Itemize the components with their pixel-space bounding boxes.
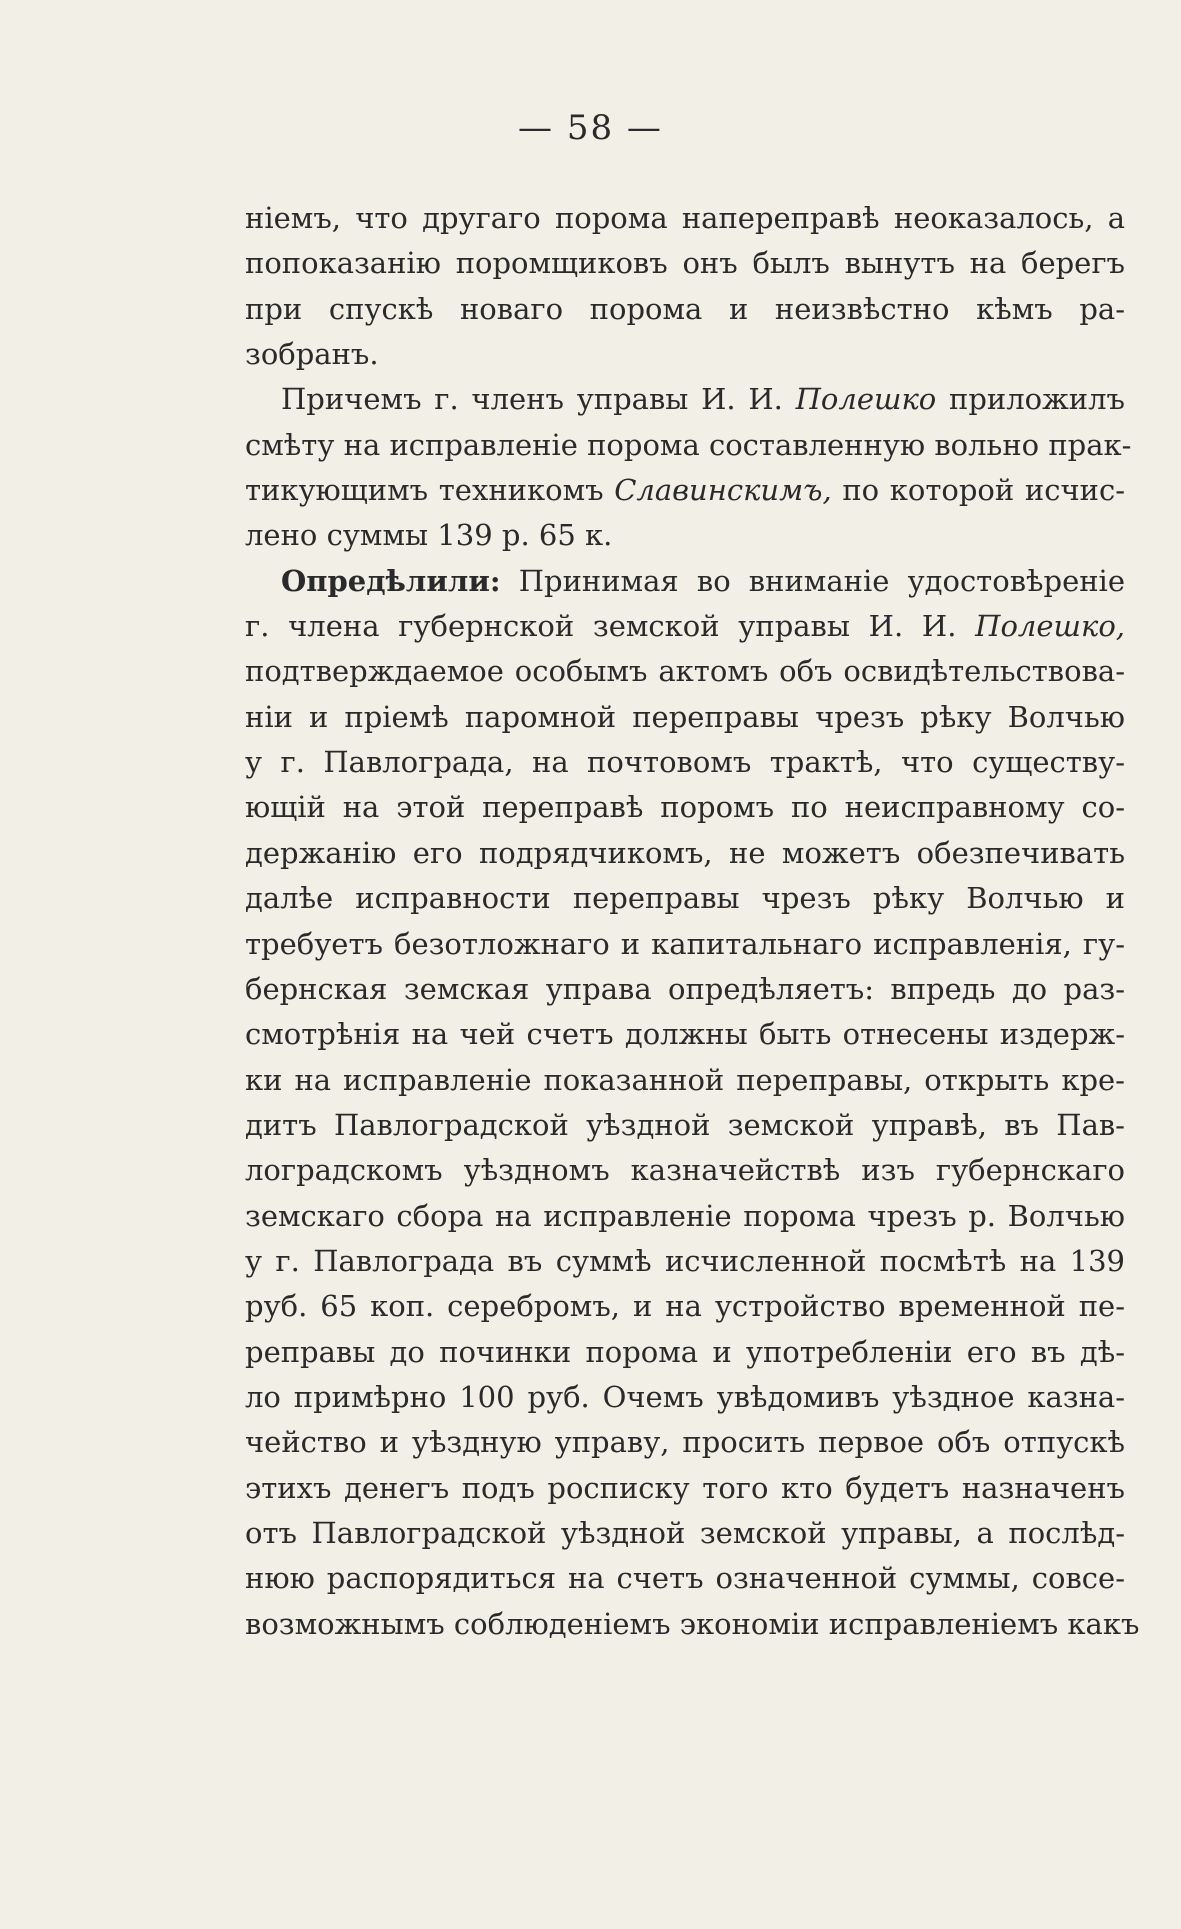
- text-line: [245, 1012, 1125, 1057]
- paragraph: [245, 377, 1132, 558]
- text-line: [245, 1556, 1125, 1601]
- text-line: [245, 1330, 1125, 1375]
- text-segment: далѣе исправности переправы чрезъ рѣку Волчью и: [245, 881, 1125, 916]
- text-segment: у г. Павлограда въ суммѣ исчисленной посмѣтѣ на 139: [245, 1243, 1125, 1278]
- text-line: [245, 922, 1125, 967]
- text-segment: Принимая во вниманіе удостовѣреніе: [500, 563, 1125, 598]
- text-segment: требуетъ безотложнаго и капитальнаго исправленія, гу-: [245, 926, 1125, 961]
- paragraph: [245, 196, 1125, 377]
- text-line: [245, 332, 1125, 377]
- italic-name: Полешко: [795, 382, 937, 417]
- text-line: [245, 377, 1125, 422]
- text-line: [245, 1420, 1125, 1465]
- text-line: [245, 695, 1125, 740]
- text-segment: лоградскомъ уѣздномъ казначействѣ изъ губернскаго: [245, 1153, 1125, 1188]
- text-segment: чейство и уѣздную управу, просить первое объ отпускѣ: [245, 1425, 1125, 1460]
- text-segment: приложилъ: [936, 382, 1125, 417]
- text-segment: реправы до починки порома и употребленіи его въ дѣ-: [245, 1334, 1125, 1369]
- text-segment: смотрѣнія на чей счетъ должны быть отнесены издерж-: [245, 1017, 1125, 1052]
- text-line: [245, 559, 1125, 604]
- text-line: [245, 241, 1125, 286]
- text-line: [245, 740, 1125, 785]
- text-line: [245, 967, 1125, 1012]
- text-segment: по которой исчис-: [831, 473, 1125, 508]
- text-segment: смѣту на исправленіе порома составленную вольно прак-: [245, 427, 1132, 462]
- text-segment: ло примѣрно 100 руб. Очемъ увѣдомивъ уѣздное казна-: [245, 1379, 1125, 1414]
- text-segment: Причемъ г. членъ управы И. И.: [281, 382, 796, 417]
- text-line: [245, 196, 1125, 241]
- text-line: [245, 1148, 1125, 1193]
- text-segment: лено суммы 139 р. 65 к.: [245, 518, 613, 553]
- text-segment: отъ Павлоградской уѣздной земской управы, а послѣд-: [245, 1515, 1125, 1550]
- text-line: [245, 876, 1125, 921]
- text-segment: г. члена губернской земской управы И. И.: [245, 609, 976, 644]
- text-line: [245, 1058, 1125, 1103]
- text-segment: подтверждаемое особымъ актомъ объ освидѣтельствова-: [245, 654, 1125, 689]
- text-line: [245, 785, 1125, 830]
- text-segment: бернская земская управа опредѣляетъ: впредь до раз-: [245, 971, 1125, 1006]
- page-number: — 58 —: [518, 108, 663, 148]
- text-segment: нюю распорядиться на счетъ означенной суммы, совсе-: [245, 1561, 1125, 1596]
- italic-name: Полешко,: [975, 609, 1125, 644]
- paragraph: [245, 559, 1140, 1647]
- text-line: [245, 831, 1125, 876]
- text-segment: ніемъ, что другаго порома напереправѣ неоказалось, а: [245, 201, 1125, 235]
- text-line: [245, 1375, 1125, 1420]
- text-segment: зобранъ.: [245, 337, 379, 372]
- text-segment: этихъ денегъ подъ росписку того кто будетъ назначенъ: [245, 1470, 1125, 1505]
- text-line: [245, 1239, 1125, 1284]
- text-segment: тикующимъ техникомъ: [245, 473, 615, 508]
- text-segment: земскаго сбора на исправленіе порома чрезъ р. Волчью: [245, 1198, 1125, 1233]
- text-line: [245, 649, 1125, 694]
- text-line: [245, 513, 1125, 558]
- text-line: [245, 1602, 1140, 1647]
- bold-heading: Опредѣлили:: [281, 563, 501, 598]
- text-segment: дитъ Павлоградской уѣздной земской управѣ, въ Пав-: [245, 1107, 1125, 1142]
- text-segment: ніи и пріемѣ паромной переправы чрезъ рѣку Волчью: [245, 699, 1125, 734]
- text-line: [245, 468, 1125, 513]
- text-segment: ющій на этой переправѣ поромъ по неисправному со-: [245, 790, 1125, 825]
- text-line: [245, 1194, 1125, 1239]
- body-text: [245, 196, 1140, 1647]
- italic-name: Славинскимъ,: [614, 473, 832, 508]
- text-segment: у г. Павлограда, на почтовомъ трактѣ, что существу-: [245, 745, 1125, 780]
- text-segment: руб. 65 коп. серебромъ, и на устройство временной пе-: [245, 1289, 1125, 1324]
- text-segment: держанію его подрядчикомъ, не можетъ обезпечивать: [245, 835, 1125, 870]
- text-line: [245, 287, 1125, 332]
- text-segment: ки на исправленіе показанной переправы, открыть кре-: [245, 1062, 1125, 1097]
- text-line: [245, 604, 1125, 649]
- text-segment: возможнымъ соблюденіемъ экономіи исправленіемъ какъ: [245, 1606, 1140, 1641]
- text-line: [245, 1284, 1125, 1329]
- text-line: [245, 1466, 1125, 1511]
- text-segment: попоказанію поромщиковъ онъ былъ вынутъ на берегъ: [245, 246, 1125, 281]
- text-line: [245, 1103, 1125, 1148]
- text-line: [245, 423, 1132, 468]
- text-segment: при спускѣ новаго порома и неизвѣстно кѣмъ ра-: [245, 291, 1125, 326]
- text-line: [245, 1511, 1125, 1556]
